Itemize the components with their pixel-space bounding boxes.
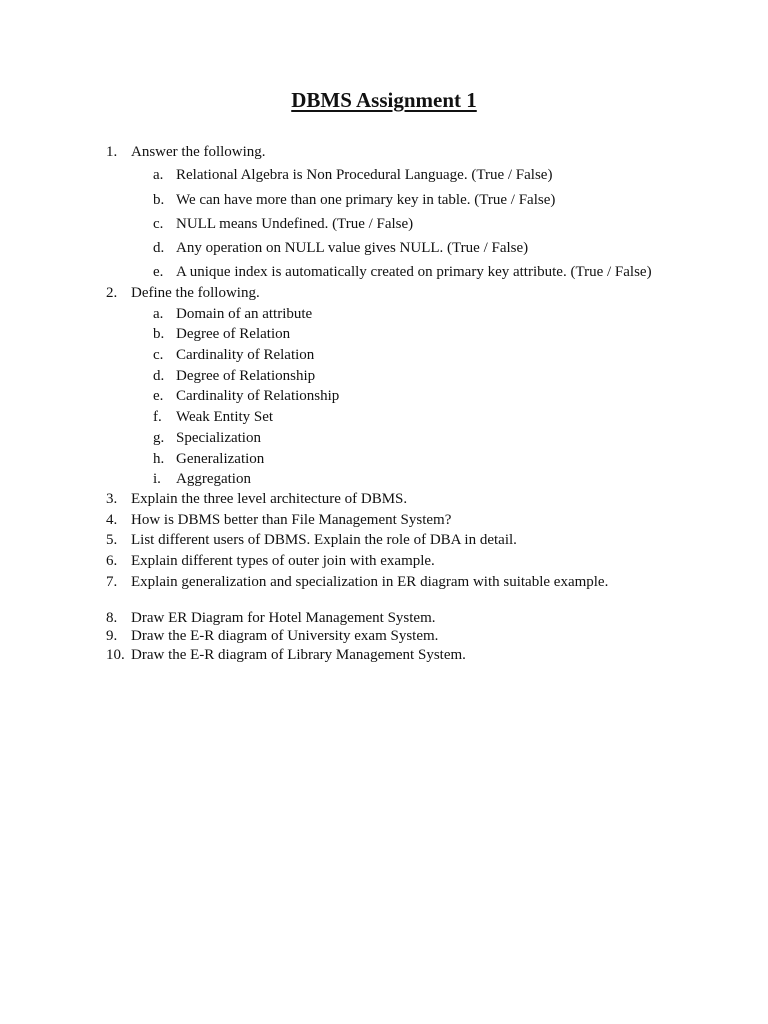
question-text: Draw ER Diagram for Hotel Management System. (131, 610, 436, 626)
sub-item-letter: d. (153, 368, 165, 384)
question-number: 10. (106, 647, 125, 663)
sub-item-letter: e. (153, 388, 164, 404)
sub-item-letter: f. (153, 409, 162, 425)
sub-item-text: We can have more than one primary key in table. (True / False) (176, 192, 556, 208)
question-number: 9. (106, 628, 118, 644)
question-number: 4. (106, 512, 118, 528)
sub-item-text: Cardinality of Relation (176, 347, 315, 363)
sub-item-letter: d. (153, 240, 165, 256)
sub-item-text: Cardinality of Relationship (176, 388, 340, 404)
sub-item-letter: h. (153, 451, 165, 467)
question-text: How is DBMS better than File Management System? (131, 512, 452, 528)
sub-item-text: Weak Entity Set (176, 409, 274, 425)
sub-item-text: Generalization (176, 451, 265, 467)
question-number: 3. (106, 491, 118, 507)
sub-item-letter: c. (153, 347, 164, 363)
sub-item-text: Any operation on NULL value gives NULL. (True / False) (176, 240, 529, 256)
sub-item-text: Relational Algebra is Non Procedural Language. (True / False) (176, 167, 553, 183)
sub-item-text: Domain of an attribute (176, 306, 313, 322)
sub-item-text: A unique index is automatically created on primary key attribute. (True / False) (176, 264, 652, 280)
sub-item-text: Specialization (176, 430, 261, 446)
question-number: 6. (106, 553, 118, 569)
question-number: 2. (106, 285, 118, 301)
sub-item-text: NULL means Undefined. (True / False) (176, 216, 414, 232)
question-text: Answer the following. (131, 144, 266, 160)
question-text: Define the following. (131, 285, 260, 301)
sub-item-letter: g. (153, 430, 165, 446)
sub-item-letter: i. (153, 471, 161, 487)
question-text: List different users of DBMS. Explain the role of DBA in detail. (131, 532, 517, 548)
question-number: 1. (106, 144, 118, 160)
sub-item-text: Aggregation (176, 471, 251, 487)
sub-item-letter: a. (153, 306, 164, 322)
sub-item-letter: c. (153, 216, 164, 232)
question-text: Explain different types of outer join with example. (131, 553, 435, 569)
sub-item-letter: b. (153, 192, 165, 208)
sub-item-letter: b. (153, 326, 165, 342)
sub-item-letter: e. (153, 264, 164, 280)
question-number: 8. (106, 610, 118, 626)
question-text: Explain generalization and specialization in ER diagram with suitable example. (131, 574, 609, 590)
question-number: 5. (106, 532, 118, 548)
question-number: 7. (106, 574, 118, 590)
sub-item-letter: a. (153, 167, 164, 183)
question-text: Draw the E-R diagram of Library Management System. (131, 647, 466, 663)
question-text: Explain the three level architecture of DBMS. (131, 491, 408, 507)
sub-item-text: Degree of Relation (176, 326, 291, 342)
sub-item-text: Degree of Relationship (176, 368, 316, 384)
question-text: Draw the E-R diagram of University exam System. (131, 628, 439, 644)
page-title: DBMS Assignment 1 (291, 88, 477, 112)
